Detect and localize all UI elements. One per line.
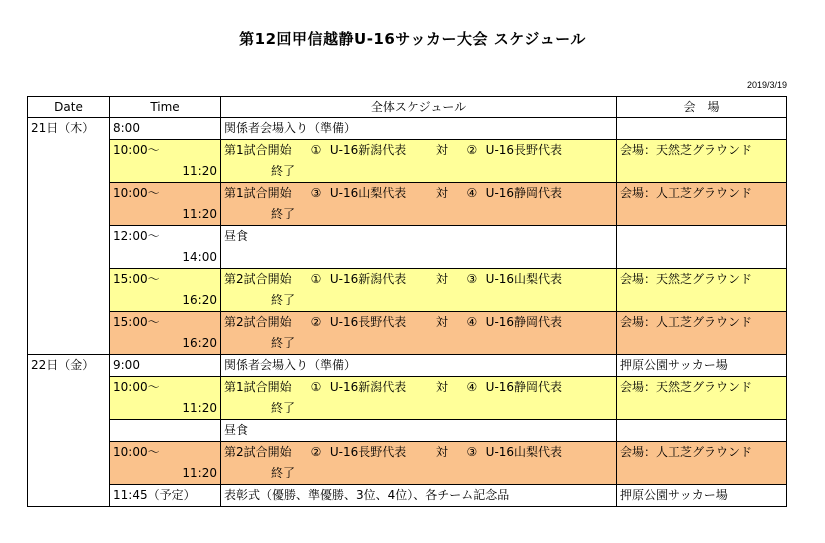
- time-start: 10:00～: [110, 140, 221, 162]
- versus: 対: [435, 445, 448, 459]
- table-row: [28, 269, 787, 291]
- time-end: 16:20: [110, 333, 221, 355]
- match-line: [221, 442, 617, 464]
- header-row: [28, 97, 787, 118]
- page-title: 第12回甲信越静U-16サッカー大会 スケジュール: [239, 30, 586, 48]
- team-number: ②: [466, 143, 478, 157]
- match-end: 終了: [221, 161, 617, 183]
- versus: 対: [435, 315, 448, 329]
- time-end: 11:20: [110, 463, 221, 485]
- time-end: 11:20: [110, 204, 221, 226]
- table-row: [28, 355, 787, 377]
- team-name: U-16長野代表: [329, 315, 407, 329]
- table-row: [28, 118, 787, 140]
- team-name: U-16山梨代表: [485, 272, 563, 286]
- time-start: 9:00: [110, 355, 221, 377]
- venue-cell: [617, 118, 787, 140]
- table-row: [28, 442, 787, 464]
- time-end: 14:00: [110, 247, 221, 269]
- team-name: U-16山梨代表: [329, 186, 407, 200]
- team-name: U-16新潟代表: [329, 143, 407, 157]
- versus: 対: [435, 380, 448, 394]
- team-number: ③: [466, 445, 478, 459]
- time-start: 8:00: [110, 118, 221, 140]
- team-name: U-16新潟代表: [329, 272, 407, 286]
- team-number: ④: [466, 380, 478, 394]
- venue-cell: 会場：天然芝グラウンド: [617, 140, 787, 183]
- team-name: U-16長野代表: [329, 445, 407, 459]
- table-row: [28, 183, 787, 205]
- match-label: 第2試合開始: [224, 445, 292, 459]
- time-start: 12:00～: [110, 226, 221, 248]
- match-line: [221, 269, 617, 291]
- team-name: U-16静岡代表: [485, 315, 563, 329]
- venue-cell: 会場：天然芝グラウンド: [617, 269, 787, 312]
- match-line: [221, 140, 617, 162]
- time-start: 11:45（予定）: [110, 485, 221, 507]
- team-number: ②: [310, 445, 322, 459]
- team-name: U-16静岡代表: [485, 186, 563, 200]
- versus: 対: [435, 272, 448, 286]
- day-label: 22日（金）: [28, 355, 110, 507]
- time-start: 15:00～: [110, 312, 221, 334]
- venue-cell: 押原公園サッカー場: [617, 355, 787, 377]
- schedule-text: 昼食: [221, 420, 617, 442]
- day-label: 21日（木）: [28, 118, 110, 355]
- schedule-body: [28, 118, 787, 507]
- team-number: ①: [310, 380, 322, 394]
- match-end: 終了: [221, 463, 617, 485]
- time-end: 11:20: [110, 161, 221, 183]
- schedule-text: 表彰式（優勝、準優勝、3位、4位）、各チーム記念品: [221, 485, 617, 507]
- team-number: ③: [466, 272, 478, 286]
- match-line: [221, 312, 617, 334]
- header-time: Time: [110, 97, 221, 118]
- match-end: 終了: [221, 333, 617, 355]
- team-name: U-16静岡代表: [485, 380, 563, 394]
- time-end: 11:20: [110, 398, 221, 420]
- time-start: 10:00～: [110, 183, 221, 205]
- team-name: U-16新潟代表: [329, 380, 407, 394]
- venue-cell: 会場：人工芝グラウンド: [617, 312, 787, 355]
- team-name: U-16長野代表: [485, 143, 563, 157]
- table-row: [28, 226, 787, 248]
- schedule-text: 昼食: [221, 226, 617, 269]
- versus: 対: [435, 143, 448, 157]
- document-date: 2019/3/19: [746, 80, 787, 90]
- match-line: [221, 377, 617, 399]
- match-end: 終了: [221, 398, 617, 420]
- venue-cell: [617, 420, 787, 442]
- time-end: 16:20: [110, 290, 221, 312]
- team-number: ③: [310, 186, 322, 200]
- team-number: ①: [310, 143, 322, 157]
- header-venue: 会 場: [617, 97, 787, 118]
- header-date: Date: [28, 97, 110, 118]
- versus: 対: [435, 186, 448, 200]
- team-number: ①: [310, 272, 322, 286]
- match-label: 第1試合開始: [224, 186, 292, 200]
- match-label: 第2試合開始: [224, 272, 292, 286]
- match-end: 終了: [221, 290, 617, 312]
- schedule-table: [27, 96, 787, 507]
- team-number: ④: [466, 315, 478, 329]
- team-name: U-16山梨代表: [485, 445, 563, 459]
- time-start: 10:00～: [110, 377, 221, 399]
- table-row: [28, 312, 787, 334]
- schedule-text: 関係者会場入り（準備）: [221, 118, 617, 140]
- time-start: 15:00～: [110, 269, 221, 291]
- table-row: [28, 420, 787, 442]
- table-row: [28, 485, 787, 507]
- time-start: 10:00～: [110, 442, 221, 464]
- header-schedule: 全体スケジュール: [221, 97, 617, 118]
- schedule-text: 関係者会場入り（準備）: [221, 355, 617, 377]
- team-number: ④: [466, 186, 478, 200]
- venue-cell: 会場：天然芝グラウンド: [617, 377, 787, 420]
- venue-cell: [617, 226, 787, 269]
- table-row: [28, 140, 787, 162]
- venue-cell: 会場：人工芝グラウンド: [617, 183, 787, 226]
- time-start: [110, 420, 221, 442]
- venue-cell: 会場：人工芝グラウンド: [617, 442, 787, 485]
- match-label: 第2試合開始: [224, 315, 292, 329]
- match-label: 第1試合開始: [224, 380, 292, 394]
- team-number: ②: [310, 315, 322, 329]
- match-end: 終了: [221, 204, 617, 226]
- match-label: 第1試合開始: [224, 143, 292, 157]
- table-row: [28, 377, 787, 399]
- venue-cell: 押原公園サッカー場: [617, 485, 787, 507]
- match-line: [221, 183, 617, 205]
